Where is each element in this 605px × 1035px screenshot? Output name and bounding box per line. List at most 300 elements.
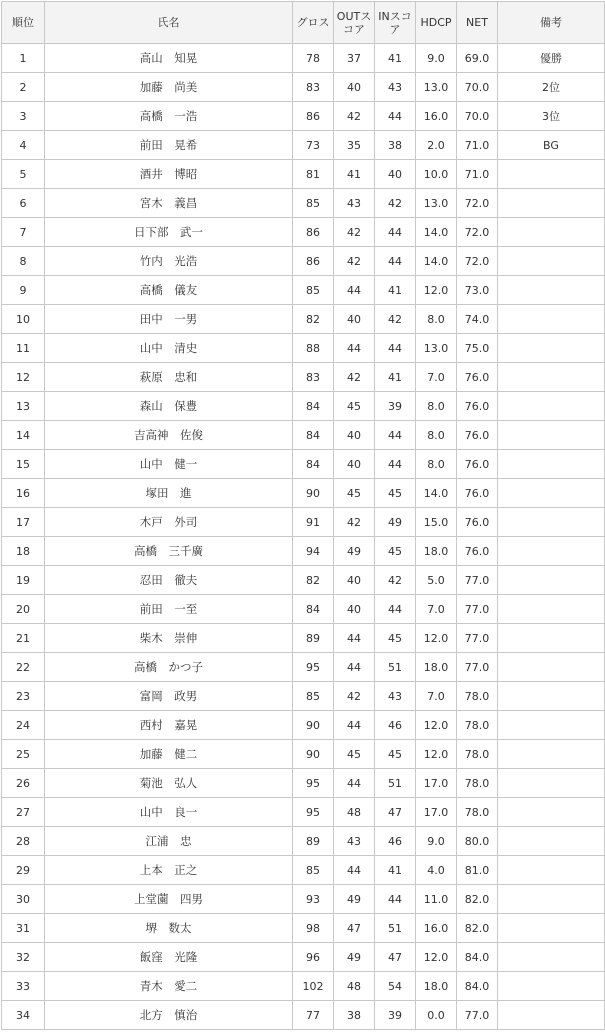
notes-cell bbox=[498, 566, 605, 595]
net-cell: 78.0 bbox=[457, 682, 498, 711]
out-score-cell: 48 bbox=[334, 972, 375, 1001]
notes-cell: 3位 bbox=[498, 102, 605, 131]
rank-cell: 7 bbox=[2, 218, 45, 247]
notes-cell bbox=[498, 334, 605, 363]
in-score-cell: 47 bbox=[375, 798, 416, 827]
notes-cell bbox=[498, 1001, 605, 1030]
name-cell: 塚田 進 bbox=[45, 479, 293, 508]
out-score-cell: 47 bbox=[334, 914, 375, 943]
net-cell: 76.0 bbox=[457, 537, 498, 566]
out-score-cell: 42 bbox=[334, 218, 375, 247]
rank-cell: 30 bbox=[2, 885, 45, 914]
hdcp-cell: 17.0 bbox=[416, 798, 457, 827]
hdcp-cell: 0.0 bbox=[416, 1001, 457, 1030]
hdcp-cell: 7.0 bbox=[416, 682, 457, 711]
notes-cell bbox=[498, 943, 605, 972]
net-cell: 76.0 bbox=[457, 508, 498, 537]
notes-cell bbox=[498, 856, 605, 885]
in-score-cell: 44 bbox=[375, 218, 416, 247]
header-hdcp: HDCP bbox=[416, 2, 457, 44]
gross-cell: 93 bbox=[293, 885, 334, 914]
net-cell: 70.0 bbox=[457, 73, 498, 102]
name-cell: 高橋 三千廣 bbox=[45, 537, 293, 566]
hdcp-cell: 9.0 bbox=[416, 44, 457, 73]
notes-cell bbox=[498, 479, 605, 508]
table-row bbox=[2, 392, 605, 421]
gross-cell: 83 bbox=[293, 73, 334, 102]
table-row bbox=[2, 44, 605, 73]
rank-cell: 11 bbox=[2, 334, 45, 363]
gross-cell: 84 bbox=[293, 421, 334, 450]
name-cell: 高橋 一浩 bbox=[45, 102, 293, 131]
gross-cell: 78 bbox=[293, 44, 334, 73]
in-score-cell: 41 bbox=[375, 856, 416, 885]
notes-cell bbox=[498, 740, 605, 769]
net-cell: 72.0 bbox=[457, 189, 498, 218]
net-cell: 77.0 bbox=[457, 595, 498, 624]
gross-cell: 82 bbox=[293, 305, 334, 334]
name-cell: 田中 一男 bbox=[45, 305, 293, 334]
in-score-cell: 43 bbox=[375, 682, 416, 711]
out-score-cell: 37 bbox=[334, 44, 375, 73]
net-cell: 84.0 bbox=[457, 943, 498, 972]
net-cell: 77.0 bbox=[457, 653, 498, 682]
hdcp-cell: 4.0 bbox=[416, 856, 457, 885]
notes-cell bbox=[498, 247, 605, 276]
out-score-cell: 45 bbox=[334, 479, 375, 508]
name-cell: 宮木 義昌 bbox=[45, 189, 293, 218]
hdcp-cell: 10.0 bbox=[416, 160, 457, 189]
in-score-cell: 46 bbox=[375, 711, 416, 740]
net-cell: 78.0 bbox=[457, 798, 498, 827]
name-cell: 森山 保豊 bbox=[45, 392, 293, 421]
table-row bbox=[2, 914, 605, 943]
net-cell: 82.0 bbox=[457, 885, 498, 914]
gross-cell: 90 bbox=[293, 740, 334, 769]
table-header bbox=[2, 2, 605, 44]
rank-cell: 2 bbox=[2, 73, 45, 102]
rank-cell: 33 bbox=[2, 972, 45, 1001]
gross-cell: 73 bbox=[293, 131, 334, 160]
net-cell: 69.0 bbox=[457, 44, 498, 73]
rank-cell: 23 bbox=[2, 682, 45, 711]
in-score-cell: 44 bbox=[375, 595, 416, 624]
rank-cell: 27 bbox=[2, 798, 45, 827]
notes-cell bbox=[498, 508, 605, 537]
rank-cell: 24 bbox=[2, 711, 45, 740]
header-gross: グロス bbox=[293, 2, 334, 44]
in-score-cell: 39 bbox=[375, 1001, 416, 1030]
out-score-cell: 42 bbox=[334, 247, 375, 276]
hdcp-cell: 11.0 bbox=[416, 885, 457, 914]
name-cell: 木戸 外司 bbox=[45, 508, 293, 537]
header-in-score: INスコア bbox=[375, 2, 416, 44]
table-row bbox=[2, 218, 605, 247]
net-cell: 78.0 bbox=[457, 769, 498, 798]
name-cell: 吉高神 佐俊 bbox=[45, 421, 293, 450]
rank-cell: 32 bbox=[2, 943, 45, 972]
notes-cell bbox=[498, 682, 605, 711]
gross-cell: 85 bbox=[293, 276, 334, 305]
hdcp-cell: 8.0 bbox=[416, 392, 457, 421]
gross-cell: 81 bbox=[293, 160, 334, 189]
rank-cell: 12 bbox=[2, 363, 45, 392]
gross-cell: 95 bbox=[293, 769, 334, 798]
gross-cell: 95 bbox=[293, 798, 334, 827]
rank-cell: 10 bbox=[2, 305, 45, 334]
gross-cell: 86 bbox=[293, 247, 334, 276]
net-cell: 76.0 bbox=[457, 363, 498, 392]
in-score-cell: 47 bbox=[375, 943, 416, 972]
notes-cell bbox=[498, 421, 605, 450]
hdcp-cell: 8.0 bbox=[416, 450, 457, 479]
table-row bbox=[2, 334, 605, 363]
in-score-cell: 44 bbox=[375, 334, 416, 363]
gross-cell: 98 bbox=[293, 914, 334, 943]
in-score-cell: 46 bbox=[375, 827, 416, 856]
name-cell: 江浦 忠 bbox=[45, 827, 293, 856]
notes-cell bbox=[498, 276, 605, 305]
notes-cell bbox=[498, 972, 605, 1001]
hdcp-cell: 12.0 bbox=[416, 624, 457, 653]
name-cell: 加藤 健二 bbox=[45, 740, 293, 769]
gross-cell: 77 bbox=[293, 1001, 334, 1030]
table-row bbox=[2, 247, 605, 276]
name-cell: 加藤 尚美 bbox=[45, 73, 293, 102]
rank-cell: 6 bbox=[2, 189, 45, 218]
hdcp-cell: 14.0 bbox=[416, 247, 457, 276]
net-cell: 76.0 bbox=[457, 421, 498, 450]
rank-cell: 34 bbox=[2, 1001, 45, 1030]
hdcp-cell: 13.0 bbox=[416, 73, 457, 102]
net-cell: 81.0 bbox=[457, 856, 498, 885]
table-row bbox=[2, 885, 605, 914]
header-net: NET bbox=[457, 2, 498, 44]
hdcp-cell: 18.0 bbox=[416, 537, 457, 566]
table-row bbox=[2, 769, 605, 798]
name-cell: 忍田 徹夫 bbox=[45, 566, 293, 595]
gross-cell: 88 bbox=[293, 334, 334, 363]
notes-cell bbox=[498, 914, 605, 943]
gross-cell: 82 bbox=[293, 566, 334, 595]
table-row bbox=[2, 856, 605, 885]
out-score-cell: 40 bbox=[334, 73, 375, 102]
table-row bbox=[2, 566, 605, 595]
out-score-cell: 40 bbox=[334, 421, 375, 450]
name-cell: 北方 慎治 bbox=[45, 1001, 293, 1030]
net-cell: 74.0 bbox=[457, 305, 498, 334]
out-score-cell: 41 bbox=[334, 160, 375, 189]
name-cell: 上堂薗 四男 bbox=[45, 885, 293, 914]
hdcp-cell: 12.0 bbox=[416, 740, 457, 769]
notes-cell bbox=[498, 392, 605, 421]
rank-cell: 3 bbox=[2, 102, 45, 131]
gross-cell: 85 bbox=[293, 682, 334, 711]
net-cell: 84.0 bbox=[457, 972, 498, 1001]
notes-cell bbox=[498, 711, 605, 740]
in-score-cell: 39 bbox=[375, 392, 416, 421]
notes-cell bbox=[498, 160, 605, 189]
table-row bbox=[2, 740, 605, 769]
table-row bbox=[2, 305, 605, 334]
rank-cell: 18 bbox=[2, 537, 45, 566]
net-cell: 78.0 bbox=[457, 740, 498, 769]
in-score-cell: 41 bbox=[375, 363, 416, 392]
in-score-cell: 51 bbox=[375, 769, 416, 798]
gross-cell: 89 bbox=[293, 827, 334, 856]
net-cell: 77.0 bbox=[457, 566, 498, 595]
gross-cell: 84 bbox=[293, 450, 334, 479]
out-score-cell: 44 bbox=[334, 653, 375, 682]
rank-cell: 25 bbox=[2, 740, 45, 769]
table-row bbox=[2, 363, 605, 392]
net-cell: 78.0 bbox=[457, 711, 498, 740]
notes-cell: BG bbox=[498, 131, 605, 160]
hdcp-cell: 12.0 bbox=[416, 943, 457, 972]
hdcp-cell: 14.0 bbox=[416, 479, 457, 508]
name-cell: 山中 清史 bbox=[45, 334, 293, 363]
gross-cell: 95 bbox=[293, 653, 334, 682]
hdcp-cell: 16.0 bbox=[416, 914, 457, 943]
name-cell: 柴木 崇伸 bbox=[45, 624, 293, 653]
in-score-cell: 44 bbox=[375, 247, 416, 276]
hdcp-cell: 15.0 bbox=[416, 508, 457, 537]
out-score-cell: 49 bbox=[334, 537, 375, 566]
out-score-cell: 42 bbox=[334, 508, 375, 537]
out-score-cell: 43 bbox=[334, 189, 375, 218]
in-score-cell: 41 bbox=[375, 44, 416, 73]
notes-cell bbox=[498, 798, 605, 827]
table-row bbox=[2, 682, 605, 711]
gross-cell: 86 bbox=[293, 102, 334, 131]
name-cell: 上本 正之 bbox=[45, 856, 293, 885]
in-score-cell: 40 bbox=[375, 160, 416, 189]
in-score-cell: 38 bbox=[375, 131, 416, 160]
out-score-cell: 44 bbox=[334, 276, 375, 305]
notes-cell bbox=[498, 189, 605, 218]
rank-cell: 21 bbox=[2, 624, 45, 653]
results-table bbox=[1, 1, 605, 1030]
hdcp-cell: 18.0 bbox=[416, 653, 457, 682]
rank-cell: 28 bbox=[2, 827, 45, 856]
notes-cell bbox=[498, 653, 605, 682]
out-score-cell: 45 bbox=[334, 392, 375, 421]
net-cell: 72.0 bbox=[457, 247, 498, 276]
out-score-cell: 40 bbox=[334, 450, 375, 479]
table-row bbox=[2, 972, 605, 1001]
table-row bbox=[2, 711, 605, 740]
name-cell: 青木 愛二 bbox=[45, 972, 293, 1001]
name-cell: 酒井 博昭 bbox=[45, 160, 293, 189]
hdcp-cell: 17.0 bbox=[416, 769, 457, 798]
name-cell: 飯窪 光隆 bbox=[45, 943, 293, 972]
gross-cell: 86 bbox=[293, 218, 334, 247]
hdcp-cell: 5.0 bbox=[416, 566, 457, 595]
name-cell: 高山 知晃 bbox=[45, 44, 293, 73]
in-score-cell: 41 bbox=[375, 276, 416, 305]
table-row bbox=[2, 73, 605, 102]
notes-cell bbox=[498, 218, 605, 247]
in-score-cell: 45 bbox=[375, 740, 416, 769]
table-row bbox=[2, 160, 605, 189]
gross-cell: 102 bbox=[293, 972, 334, 1001]
name-cell: 高橋 かつ子 bbox=[45, 653, 293, 682]
rank-cell: 4 bbox=[2, 131, 45, 160]
hdcp-cell: 13.0 bbox=[416, 334, 457, 363]
gross-cell: 90 bbox=[293, 479, 334, 508]
rank-cell: 17 bbox=[2, 508, 45, 537]
net-cell: 80.0 bbox=[457, 827, 498, 856]
in-score-cell: 51 bbox=[375, 914, 416, 943]
out-score-cell: 45 bbox=[334, 740, 375, 769]
net-cell: 75.0 bbox=[457, 334, 498, 363]
name-cell: 西村 嘉晃 bbox=[45, 711, 293, 740]
gross-cell: 94 bbox=[293, 537, 334, 566]
out-score-cell: 44 bbox=[334, 711, 375, 740]
header-row bbox=[2, 2, 605, 44]
gross-cell: 84 bbox=[293, 595, 334, 624]
net-cell: 73.0 bbox=[457, 276, 498, 305]
out-score-cell: 43 bbox=[334, 827, 375, 856]
out-score-cell: 49 bbox=[334, 943, 375, 972]
table-row bbox=[2, 479, 605, 508]
hdcp-cell: 8.0 bbox=[416, 421, 457, 450]
rank-cell: 13 bbox=[2, 392, 45, 421]
out-score-cell: 42 bbox=[334, 102, 375, 131]
hdcp-cell: 9.0 bbox=[416, 827, 457, 856]
table-row bbox=[2, 798, 605, 827]
rank-cell: 15 bbox=[2, 450, 45, 479]
table-row bbox=[2, 421, 605, 450]
gross-cell: 89 bbox=[293, 624, 334, 653]
rank-cell: 26 bbox=[2, 769, 45, 798]
gross-cell: 90 bbox=[293, 711, 334, 740]
in-score-cell: 54 bbox=[375, 972, 416, 1001]
notes-cell bbox=[498, 595, 605, 624]
notes-cell bbox=[498, 769, 605, 798]
rank-cell: 14 bbox=[2, 421, 45, 450]
hdcp-cell: 2.0 bbox=[416, 131, 457, 160]
in-score-cell: 45 bbox=[375, 479, 416, 508]
out-score-cell: 44 bbox=[334, 856, 375, 885]
name-cell: 堺 数太 bbox=[45, 914, 293, 943]
rank-cell: 22 bbox=[2, 653, 45, 682]
notes-cell bbox=[498, 363, 605, 392]
net-cell: 70.0 bbox=[457, 102, 498, 131]
table-row bbox=[2, 624, 605, 653]
out-score-cell: 35 bbox=[334, 131, 375, 160]
in-score-cell: 42 bbox=[375, 566, 416, 595]
table-row bbox=[2, 189, 605, 218]
net-cell: 76.0 bbox=[457, 392, 498, 421]
rank-cell: 5 bbox=[2, 160, 45, 189]
rank-cell: 9 bbox=[2, 276, 45, 305]
in-score-cell: 42 bbox=[375, 305, 416, 334]
header-name: 氏名 bbox=[45, 2, 293, 44]
out-score-cell: 49 bbox=[334, 885, 375, 914]
net-cell: 71.0 bbox=[457, 160, 498, 189]
name-cell: 前田 晃希 bbox=[45, 131, 293, 160]
table-row bbox=[2, 595, 605, 624]
out-score-cell: 42 bbox=[334, 682, 375, 711]
rank-cell: 1 bbox=[2, 44, 45, 73]
gross-cell: 84 bbox=[293, 392, 334, 421]
gross-cell: 83 bbox=[293, 363, 334, 392]
in-score-cell: 44 bbox=[375, 421, 416, 450]
name-cell: 富岡 政男 bbox=[45, 682, 293, 711]
out-score-cell: 44 bbox=[334, 624, 375, 653]
name-cell: 前田 一至 bbox=[45, 595, 293, 624]
in-score-cell: 42 bbox=[375, 189, 416, 218]
table-row bbox=[2, 943, 605, 972]
hdcp-cell: 18.0 bbox=[416, 972, 457, 1001]
hdcp-cell: 14.0 bbox=[416, 218, 457, 247]
table-row bbox=[2, 276, 605, 305]
out-score-cell: 40 bbox=[334, 305, 375, 334]
gross-cell: 96 bbox=[293, 943, 334, 972]
out-score-cell: 48 bbox=[334, 798, 375, 827]
notes-cell bbox=[498, 827, 605, 856]
table-row bbox=[2, 653, 605, 682]
table-row bbox=[2, 827, 605, 856]
table-row bbox=[2, 537, 605, 566]
in-score-cell: 45 bbox=[375, 624, 416, 653]
in-score-cell: 43 bbox=[375, 73, 416, 102]
header-notes: 備考 bbox=[498, 2, 605, 44]
out-score-cell: 40 bbox=[334, 595, 375, 624]
table-row bbox=[2, 508, 605, 537]
in-score-cell: 44 bbox=[375, 450, 416, 479]
hdcp-cell: 16.0 bbox=[416, 102, 457, 131]
name-cell: 菊池 弘人 bbox=[45, 769, 293, 798]
in-score-cell: 51 bbox=[375, 653, 416, 682]
hdcp-cell: 12.0 bbox=[416, 276, 457, 305]
gross-cell: 85 bbox=[293, 189, 334, 218]
out-score-cell: 42 bbox=[334, 363, 375, 392]
in-score-cell: 44 bbox=[375, 102, 416, 131]
table-row bbox=[2, 102, 605, 131]
out-score-cell: 38 bbox=[334, 1001, 375, 1030]
name-cell: 日下部 武一 bbox=[45, 218, 293, 247]
header-out-score: OUTスコア bbox=[334, 2, 375, 44]
name-cell: 高橋 儀友 bbox=[45, 276, 293, 305]
net-cell: 76.0 bbox=[457, 479, 498, 508]
in-score-cell: 49 bbox=[375, 508, 416, 537]
gross-cell: 91 bbox=[293, 508, 334, 537]
rank-cell: 20 bbox=[2, 595, 45, 624]
rank-cell: 29 bbox=[2, 856, 45, 885]
net-cell: 77.0 bbox=[457, 624, 498, 653]
in-score-cell: 44 bbox=[375, 885, 416, 914]
hdcp-cell: 7.0 bbox=[416, 595, 457, 624]
out-score-cell: 44 bbox=[334, 769, 375, 798]
rank-cell: 19 bbox=[2, 566, 45, 595]
name-cell: 山中 健一 bbox=[45, 450, 293, 479]
out-score-cell: 40 bbox=[334, 566, 375, 595]
hdcp-cell: 7.0 bbox=[416, 363, 457, 392]
gross-cell: 85 bbox=[293, 856, 334, 885]
hdcp-cell: 12.0 bbox=[416, 711, 457, 740]
hdcp-cell: 13.0 bbox=[416, 189, 457, 218]
name-cell: 山中 良一 bbox=[45, 798, 293, 827]
notes-cell bbox=[498, 450, 605, 479]
net-cell: 77.0 bbox=[457, 1001, 498, 1030]
table-body bbox=[2, 44, 605, 1030]
notes-cell: 2位 bbox=[498, 73, 605, 102]
rank-cell: 8 bbox=[2, 247, 45, 276]
header-rank: 順位 bbox=[2, 2, 45, 44]
name-cell: 萩原 忠和 bbox=[45, 363, 293, 392]
